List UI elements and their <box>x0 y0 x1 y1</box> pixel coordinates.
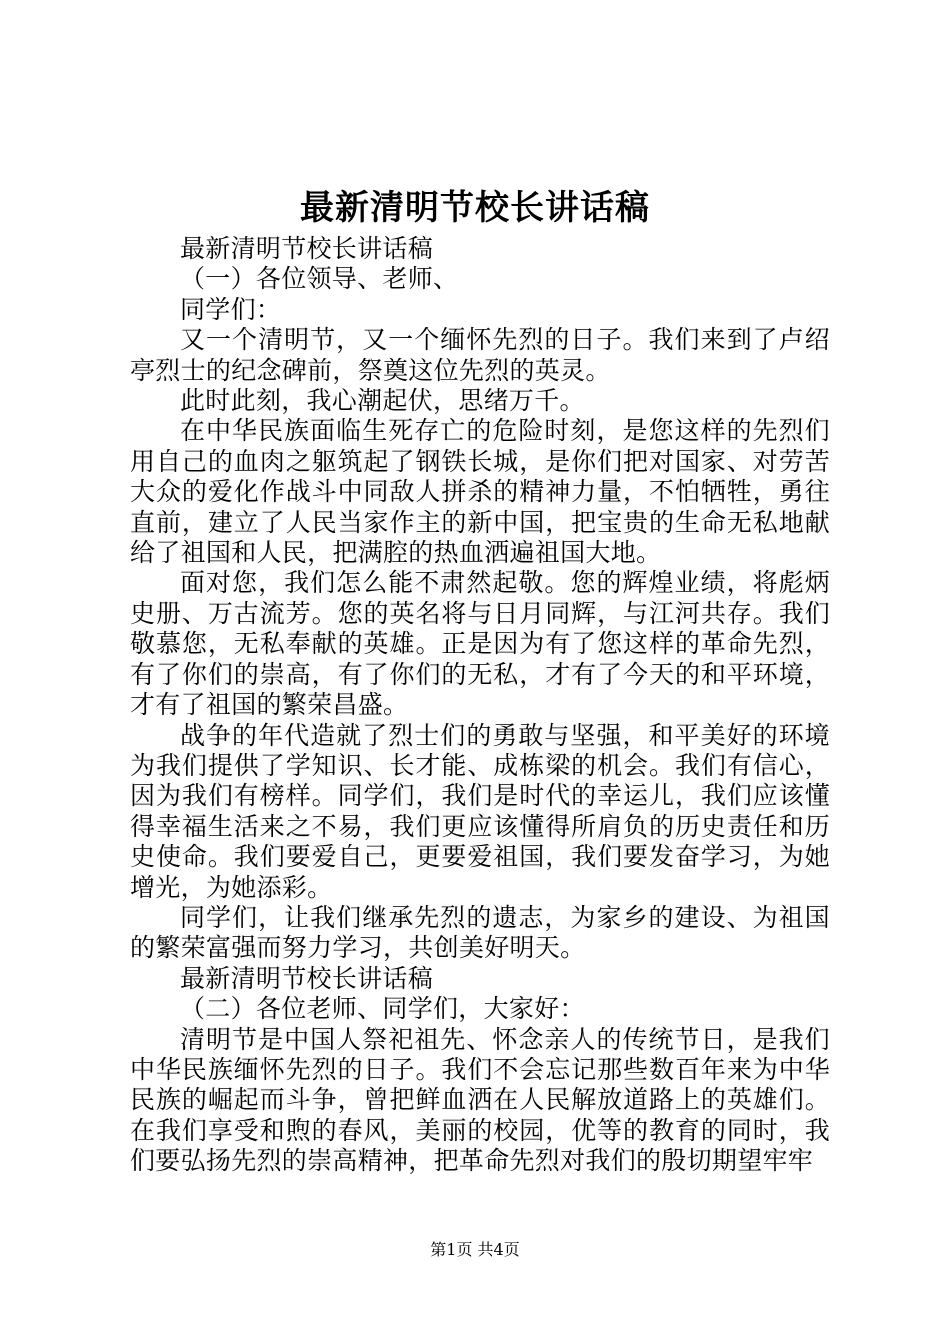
paragraph: 同学们，让我们继承先烈的遗志，为家乡的建设、为祖国的繁荣富强而努力学习，共创美好明天。 <box>130 902 830 963</box>
paragraph: 最新清明节校长讲话稿 <box>180 963 434 993</box>
paragraph: 清明节是中国人祭祀祖先、怀念亲人的传统节日，是我们中华民族缅怀先烈的日子。我们不会忘记那些数百年来为中华民族的崛起而斗争，曾把鲜血洒在人民解放道路上的英雄们。在我们享受和煦的春风，美丽的校园，优等的教育的同时，我们要弘扬先烈的崇高精神，把革命先烈对我们的殷切期望牢牢 <box>130 1024 830 1176</box>
page-number: 第1页 共4页 <box>430 1240 520 1259</box>
paragraph: 最新清明节校长讲话稿 <box>180 234 434 263</box>
paragraph: 此时此刻，我心潮起伏，思绪万千。 <box>180 386 585 416</box>
paragraph: 同学们： <box>180 294 282 324</box>
paragraph: （一）各位领导、老师、 <box>180 264 459 294</box>
paragraph: 又一个清明节，又一个缅怀先烈的日子。我们来到了卢绍亭烈士的纪念碑前，祭奠这位先烈的英灵。 <box>130 325 830 385</box>
paragraph: 战争的年代造就了烈士们的勇敢与坚强，和平美好的环境为我们提供了学知识、长才能、成栋梁的机会。我们有信心，因为我们有榜样。同学们，我们是时代的幸运儿，我们应该懂得幸福生活来之不易，我们更应该懂得所肩负的历史责任和历史使命。我们要爱自己，更要爱祖国，我们要发奋学习，为她增光，为她添彩。 <box>130 720 830 902</box>
document-body <box>130 234 830 1177</box>
paragraph: 面对您，我们怎么能不肃然起敬。您的辉煌业绩，将彪炳史册、万古流芳。您的英名将与日月同辉，与江河共存。我们敬慕您，无私奉献的英雄。正是因为有了您这样的革命先烈，有了你们的崇高，有了你们的无私，才有了今天的和平环境，才有了祖国的繁荣昌盛。 <box>130 568 830 720</box>
document-title: 最新清明节校长讲话稿 <box>300 188 650 228</box>
paragraph: （二）各位老师、同学们，大家好： <box>180 994 585 1024</box>
paragraph: 在中华民族面临生死存亡的危险时刻，是您这样的先烈们用自己的血肉之躯筑起了钢铁长城，是你们把对国家、对劳苦大众的爱化作战斗中同敌人拼杀的精神力量，不怕牺牲，勇往直前，建立了人民当家作主的新中国，把宝贵的生命无私地献给了祖国和人民，把满腔的热血洒遍祖国大地。 <box>130 416 830 568</box>
